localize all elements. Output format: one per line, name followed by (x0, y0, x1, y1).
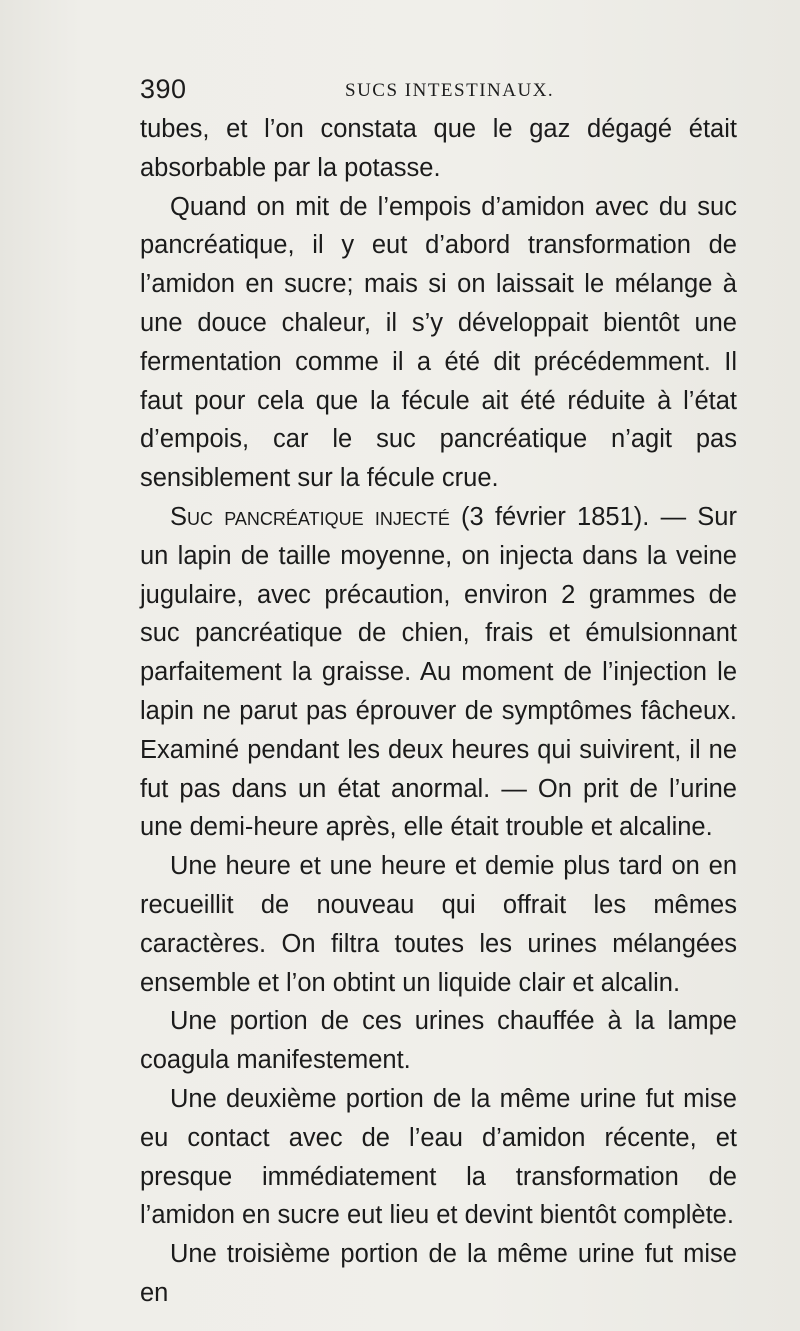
paragraph: Quand on mit de l’empois d’amidon avec du suc pancréatique, il y eut d’abord transformation de l’amidon en sucre; mais si on laissait le mélange à une douce chaleur, il s’y développait bientôt une fermentation comme il a été dit précédemment. Il faut pour cela que la fécule ait été réduite à l’état d’empois, car le suc pancréatique n’agit pas sensiblement sur la fécule crue. (140, 192, 737, 493)
paragraph-continued: tubes, et l’on constata que le gaz dégagé était absorbable par la potasse. (140, 115, 737, 182)
body-text (140, 110, 737, 1313)
paragraph: Une portion de ces urines chauffée à la lampe coagula manifestement. (140, 1007, 737, 1075)
paragraph: Une deuxième portion de la même urine fut mise eu contact avec de l’eau d’amidon récente, et presque immédiatement la transformation de l’amidon en sucre eut lieu et devint bientôt complète. (140, 1084, 737, 1230)
paragraph: Une troisième portion de la même urine fut mise en (140, 1240, 737, 1307)
section-heading: Suc pancréatique injecté (170, 502, 450, 531)
paragraph: Une heure et une heure et demie plus tard on en recueillit de nouveau qui offrait les mêmes caractères. On filtra toutes les urines mélangées ensemble et l’on obtint un liquide clair et alcalin. (140, 852, 737, 997)
running-title: SUCS INTESTINAUX. (345, 80, 555, 101)
paragraph-experiment (140, 498, 737, 847)
page-number: 390 (140, 74, 187, 104)
paragraph-text: (3 février 1851). — Sur un lapin de taille moyenne, on injecta dans la veine jugulaire, avec précaution, environ 2 grammes de suc pancréatique de chien, frais et émulsionnant parfaitement la graisse. Au moment de l’injection le lapin ne parut pas éprouver de symptômes fâcheux. Examiné pendant les deux heures qui suivirent, il ne fut pas dans un état anormal. — On prit de l’urine une demi-heure après, elle était trouble et alcaline. (140, 502, 737, 842)
page-header (140, 74, 740, 110)
